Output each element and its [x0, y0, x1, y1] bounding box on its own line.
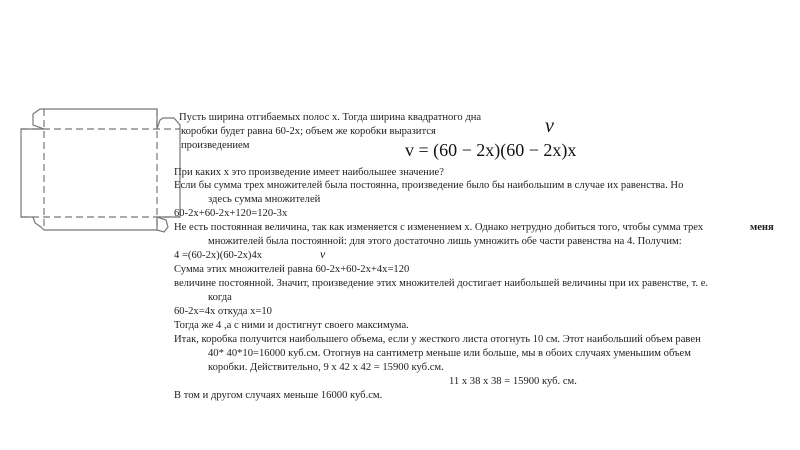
text-line: здесь сумма множителей [208, 194, 321, 205]
text-line: 60-2x+60-2x+120=120-3x [174, 208, 288, 219]
text-line: 40* 40*10=16000 куб.см. Отогнув на сантиметр меньше или больше, мы в обоих случаях уменьшим объем [208, 348, 691, 359]
text-line: Тогда же 4 ,а с ними и достигнут своего максимума. [174, 320, 409, 331]
text-line: произведением [181, 140, 250, 151]
text-line: В том и другом случаях меньше 16000 куб.см. [174, 390, 383, 401]
text-line: 60-2x=4x откуда x=10 [174, 306, 272, 317]
text-line: Не есть постоянная величина, так как изменяется с изменением x. Однако нетрудно добиться того, чтобы сумма трех [174, 222, 704, 233]
text-line: Пусть ширина отгибаемых полос x. Тогда ширина квадратного дна [179, 112, 482, 123]
text-line: коробки. Действительно, 9 x 42 x 42 = 15900 куб.см. [208, 362, 444, 373]
volume-variable-small: v [320, 247, 326, 261]
text-line: 4 =(60-2x)(60-2x)4x [174, 250, 263, 261]
volume-formula: v = (60 − 2x)(60 − 2x)x [405, 140, 577, 160]
text-line: величине постоянной. Значит, произведение этих множителей достигает наибольшей величины при их равенстве, т. е. [174, 278, 709, 289]
text-line: Итак, коробка получится наибольшего объема, если у жесткого листа отогнуть 10 см. Этот наибольший объем равен [174, 334, 701, 345]
text-line: коробки будет равна 60-2x; объем же коробки выразится [181, 126, 436, 137]
text-line: Если бы сумма трех множителей была постоянна, произведение было бы наибольшим в случае их равенства. Но [174, 180, 684, 191]
text-line: 11 x 38 x 38 = 15900 куб. см. [449, 376, 577, 387]
volume-variable: v [545, 115, 554, 137]
text-line: Сумма этих множителей равна 60-2x+60-2x+4x=120 [174, 264, 410, 275]
text-line: множителей была постоянной: для этого достаточно лишь умножить обе части равенства на 4. Получим: [208, 236, 682, 247]
text-line: когда [208, 292, 232, 303]
overlay-text: меня [750, 222, 774, 233]
text-line: При каких x это произведение имеет наибольшее значение? [174, 167, 444, 178]
